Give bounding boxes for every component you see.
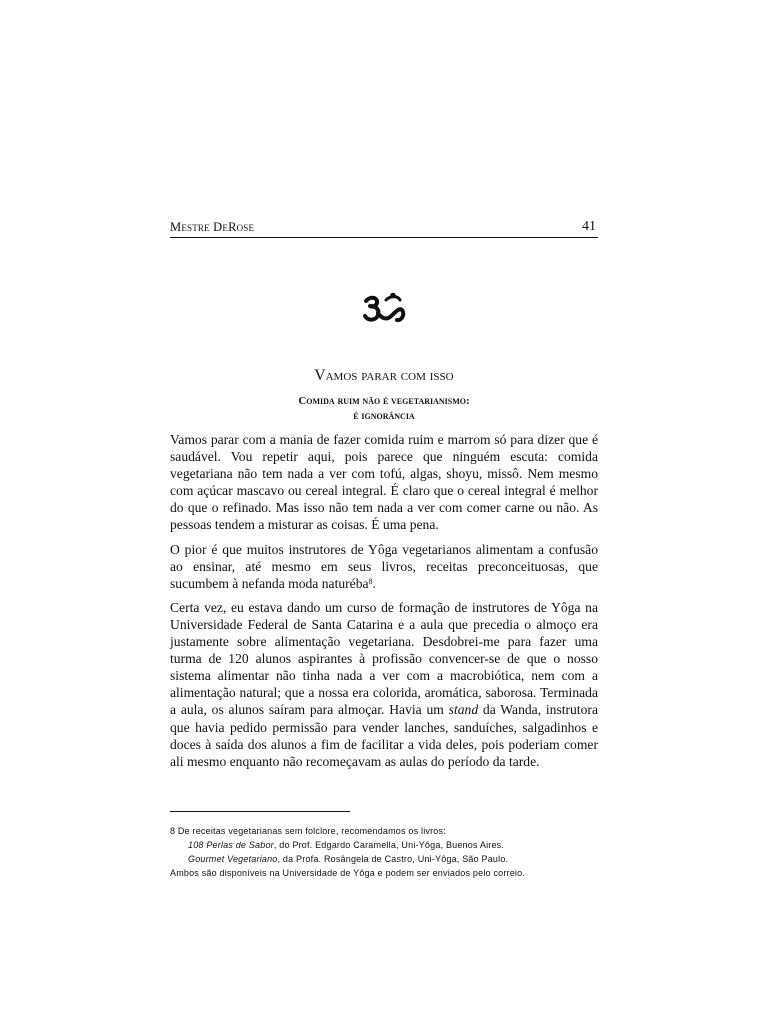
footnote xyxy=(170,824,600,880)
footnote-book xyxy=(170,852,600,866)
footnote-line: 8 De receitas vegetarianas sem folclore, recomendamos os livros: xyxy=(170,826,446,836)
footnote-line: Ambos são disponíveis na Universidade de Yôga e podem ser enviados pelo correio. xyxy=(170,868,526,878)
footnote-reference: 8 xyxy=(368,576,373,586)
paragraph: Vamos parar com a mania de fazer comida ruim e marrom só para dizer que é saudável. Vou repetir aqui, pois parece que ninguém escuta: comida vegetariana não tem nada a ver com tofú, algas, shoyu, missô. Nem mesmo com açúcar mascavo ou cereal integral. É claro que o cereal integral é melhor do que o refinado. Mas isso não tem nada a ver com comer carne ou não. As pessoas tendem a misturar as coisas. É uma pena. xyxy=(170,432,598,533)
book-details: , da Profa. Rosângela de Castro, Uni-Yôga, São Paulo. xyxy=(277,854,509,864)
emphasis-text: stand xyxy=(448,702,479,718)
om-icon xyxy=(362,292,406,326)
chapter-title: Vamos parar com isso xyxy=(314,367,454,384)
book-title: 108 Perlas de Sabor xyxy=(188,840,274,850)
footnote-divider xyxy=(170,811,350,812)
paragraph-text: da Wanda, instrutora que havia pedido permissão para vender lanches, sanduíches, salgadinhos e doces à saída dos alunos a fim de facilitar a vida deles, pois poderiam comer ali mesmo enquanto não recomeçavam as aulas do período da tarde. xyxy=(170,702,598,769)
book-details: , do Prof. Edgardo Caramella, Uni-Yôga, Buenos Aires. xyxy=(273,840,505,850)
paragraph-text: O pior é que muitos instrutores de Yôga vegetarianos alimentam a confusão ao ensinar, até mesmo em seus livros, receitas preconceituosas, que sucumbem à nefanda moda naturéba xyxy=(170,541,598,591)
footnote-book xyxy=(170,838,600,852)
paragraph-end: . xyxy=(372,575,376,591)
chapter-subtitle xyxy=(170,394,598,424)
subtitle-line: é ignorância xyxy=(353,410,415,422)
paragraph xyxy=(170,599,598,770)
author-name: Mestre DeRose xyxy=(170,220,255,234)
paragraph xyxy=(170,541,598,592)
running-header xyxy=(170,219,598,238)
page-number: 41 xyxy=(582,219,596,234)
book-title: Gourmet Vegetariano xyxy=(188,854,278,864)
paragraph-text: Certa vez, eu estava dando um curso de formação de instrutores de Yôga na Universidade Federal de Santa Catarina e a aula que precedia o almoço era justamente sobre alimentação vegetariana. Desdobrei-me para fazer uma turma de 120 alunos aspirantes à profissão convencer-se de que o nosso sistema alimentar não tinha nada a ver com a macrobiótica, nem com a alimentação natural; que a nossa era colorida, aromática, saborosa. Terminada a aula, os alunos saíram para almoçar. Havia um xyxy=(170,599,598,718)
body-text xyxy=(170,431,598,777)
subtitle-line: Comida ruim não é vegetarianismo: xyxy=(298,395,470,407)
